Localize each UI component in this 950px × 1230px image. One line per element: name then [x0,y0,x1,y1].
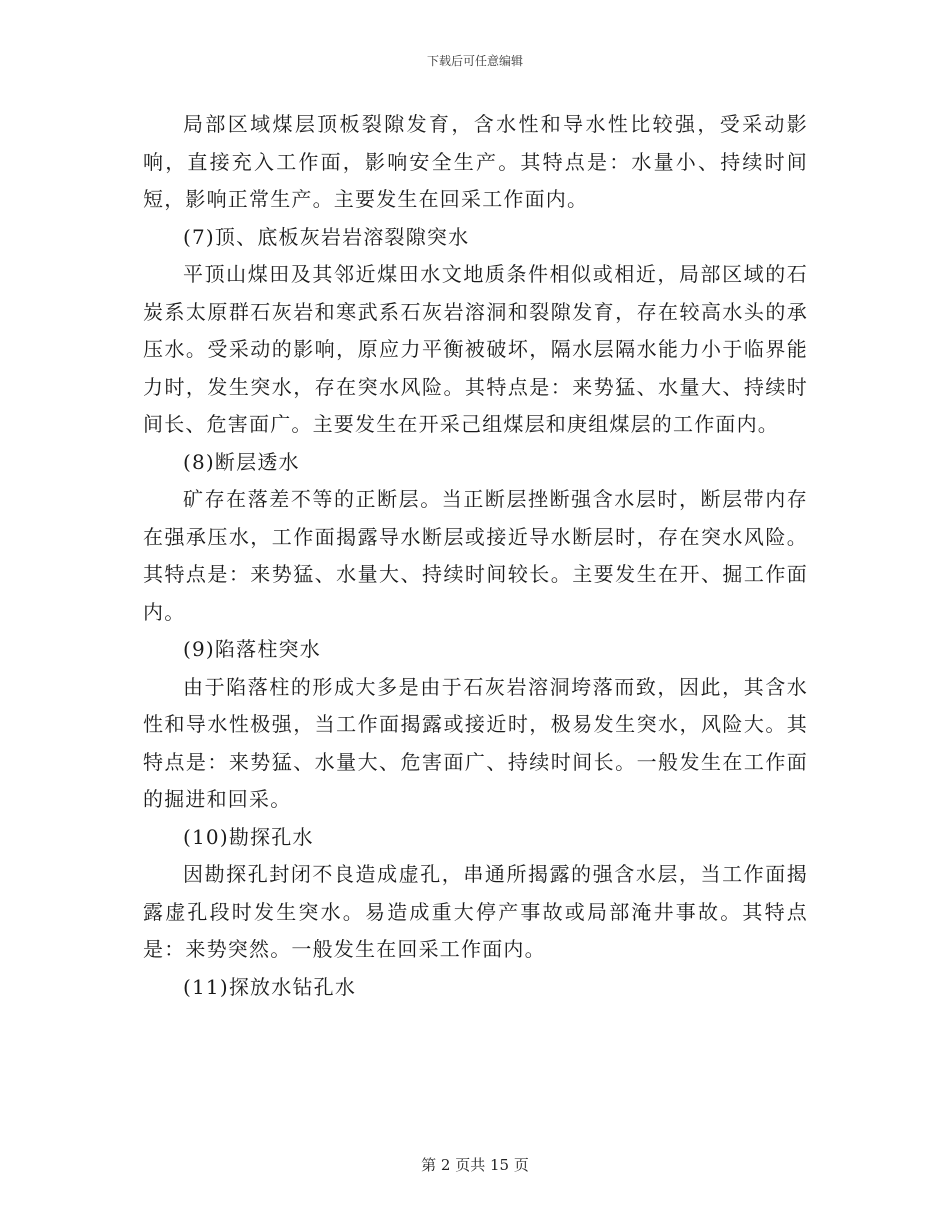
paragraph-fault-water: 矿存在落差不等的正断层。当正断层挫断强含水层时，断层带内存在强承压水，工作面揭露导水断层或接近导水断层时，存在突水风险。其特点是：来势猛、水量大、持续时间较长。主要发生在开、掘工作面内。 [143,487,808,624]
section-heading-9: (9)陷落柱突水 [183,637,321,661]
paragraph-limestone-karst-water: 平顶山煤田及其邻近煤田水文地质条件相似或相近，局部区域的石炭系太原群石灰岩和寒武系石灰岩溶洞和裂隙发育，存在较高水头的承压水。受采动的影响，原应力平衡被破坏，隔水层隔水能力小于临界能力时，发生突水，存在突水风险。其特点是：来势猛、水量大、持续时间长、危害面广。主要发生在开采己组煤层和庚组煤层的工作面内。 [143,262,808,436]
paragraph-roof-fissure-water: 局部区域煤层顶板裂隙发育，含水性和导水性比较强，受采动影响，直接充入工作面，影响安全生产。其特点是：水量小、持续时间短，影响正常生产。主要发生在回采工作面内。 [143,112,808,211]
section-heading-11: (11)探放水钻孔水 [183,974,357,999]
section-heading-10: (10)勘探孔水 [183,824,314,849]
paragraph-collapse-column-water: 由于陷落柱的形成大多是由于石灰岩溶洞垮落而致，因此，其含水性和导水性极强，当工作面揭露或接近时，极易发生突水，风险大。其特点是：来势猛、水量大、危害面广、持续时间长。一般发生在工作面的掘进和回采。 [143,674,808,811]
section-heading-7: (7)顶、底板灰岩岩溶裂隙突水 [183,224,470,249]
paragraph-exploration-hole-water: 因勘探孔封闭不良造成虚孔，串通所揭露的强含水层，当工作面揭露虚孔段时发生突水。易造成重大停产事故或局部淹井事故。其特点是：来势突然。一般发生在回采工作面内。 [143,862,808,961]
page-footer: 第 2 页共 15 页 [421,1156,529,1174]
section-heading-8: (8)断层透水 [183,449,300,474]
document-body [143,106,808,1006]
page-header: 下载后可任意编辑 [426,54,523,68]
